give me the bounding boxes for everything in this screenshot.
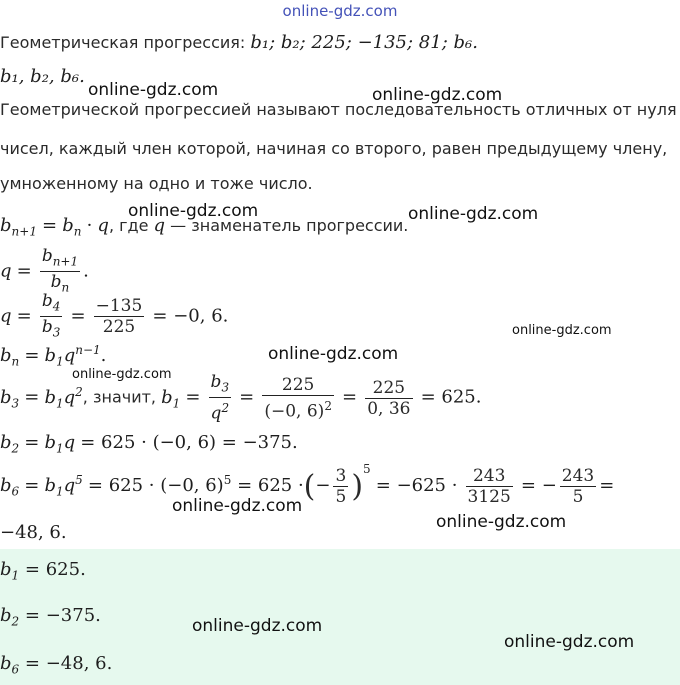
- watermark: online-gdz.com: [72, 367, 172, 382]
- where-text: , где: [108, 216, 149, 235]
- definition-line-1: Геометрической прогрессией называют последовательность отличных от нуля: [0, 100, 677, 119]
- definition-line-2: чисел, каждый член которой, начиная со второго, равен предыдущему члену,: [0, 139, 668, 158]
- denominator-note: — знаменатель прогрессии.: [170, 216, 409, 235]
- watermark: online-gdz.com: [512, 323, 612, 338]
- definition-line-3: умноженному на одно и тоже число.: [0, 174, 313, 193]
- answer-b2: $b_2 = -375$.: [0, 605, 101, 629]
- q-calculation: q = $\frac{b_4}{b_3}$ = $\frac{-135}{225}$ = −0, 6.: [0, 291, 228, 343]
- so-text: , значит,: [82, 387, 156, 407]
- b6-result-continued: −48, 6.: [0, 522, 67, 543]
- b1-calculation: $b_3 = b_1q^2$, значит, $b_1$ = $\frac{b_3}{q^2}$ = $\frac{225}{(-0, 6)^2}$ = $\frac{225}{0, 36}$ = 625.: [0, 372, 482, 425]
- watermark: online-gdz.com: [88, 80, 219, 100]
- watermark: online-gdz.com: [192, 616, 323, 636]
- watermark: online-gdz.com: [504, 632, 635, 652]
- answer-block: [0, 549, 680, 685]
- answer-b1: $b_1 = 625$.: [0, 559, 86, 583]
- nth-term-formula: $b_n = b_1q^{n-1}$.: [0, 343, 107, 369]
- watermark: online-gdz.com: [436, 512, 567, 532]
- watermark: online-gdz.com: [172, 496, 303, 516]
- watermark: online-gdz.com: [372, 85, 503, 105]
- task-label: Геометрическая прогрессия:: [0, 33, 246, 52]
- task-statement: [0, 32, 478, 53]
- find-line: [0, 66, 85, 87]
- watermark: online-gdz.com: [268, 344, 399, 364]
- answer-b6: $b_6 = -48$, 6.: [0, 653, 113, 677]
- find-values: b₁, b₂, b₆.: [0, 66, 85, 87]
- q-formula: q = $\frac{b_{n+1}}{b_n}$ .: [0, 246, 89, 298]
- task-sequence: b₁; b₂; 225; −135; 81; b₆.: [250, 32, 478, 53]
- watermark: online-gdz.com: [128, 201, 259, 221]
- b6-calculation: $b_6 = b_1q^5 = 625 \cdot (-0$, 6)$^5$ = 625 ·(− $\frac{3}{5}$ )$^5$ = −625 · $\frac{243}{3125}$ = − $\frac{243}{5}$ =: [0, 462, 615, 507]
- site-header-watermark: online-gdz.com: [282, 2, 398, 20]
- b2-calculation: $b_2 = b_1q = 625 \cdot (-0$, 6) = −375.: [0, 432, 298, 456]
- recurrence-formula: $b_{n+1} = b_n \cdot q$, где q — знаменатель прогрессии.: [0, 215, 409, 239]
- watermark: online-gdz.com: [408, 204, 539, 224]
